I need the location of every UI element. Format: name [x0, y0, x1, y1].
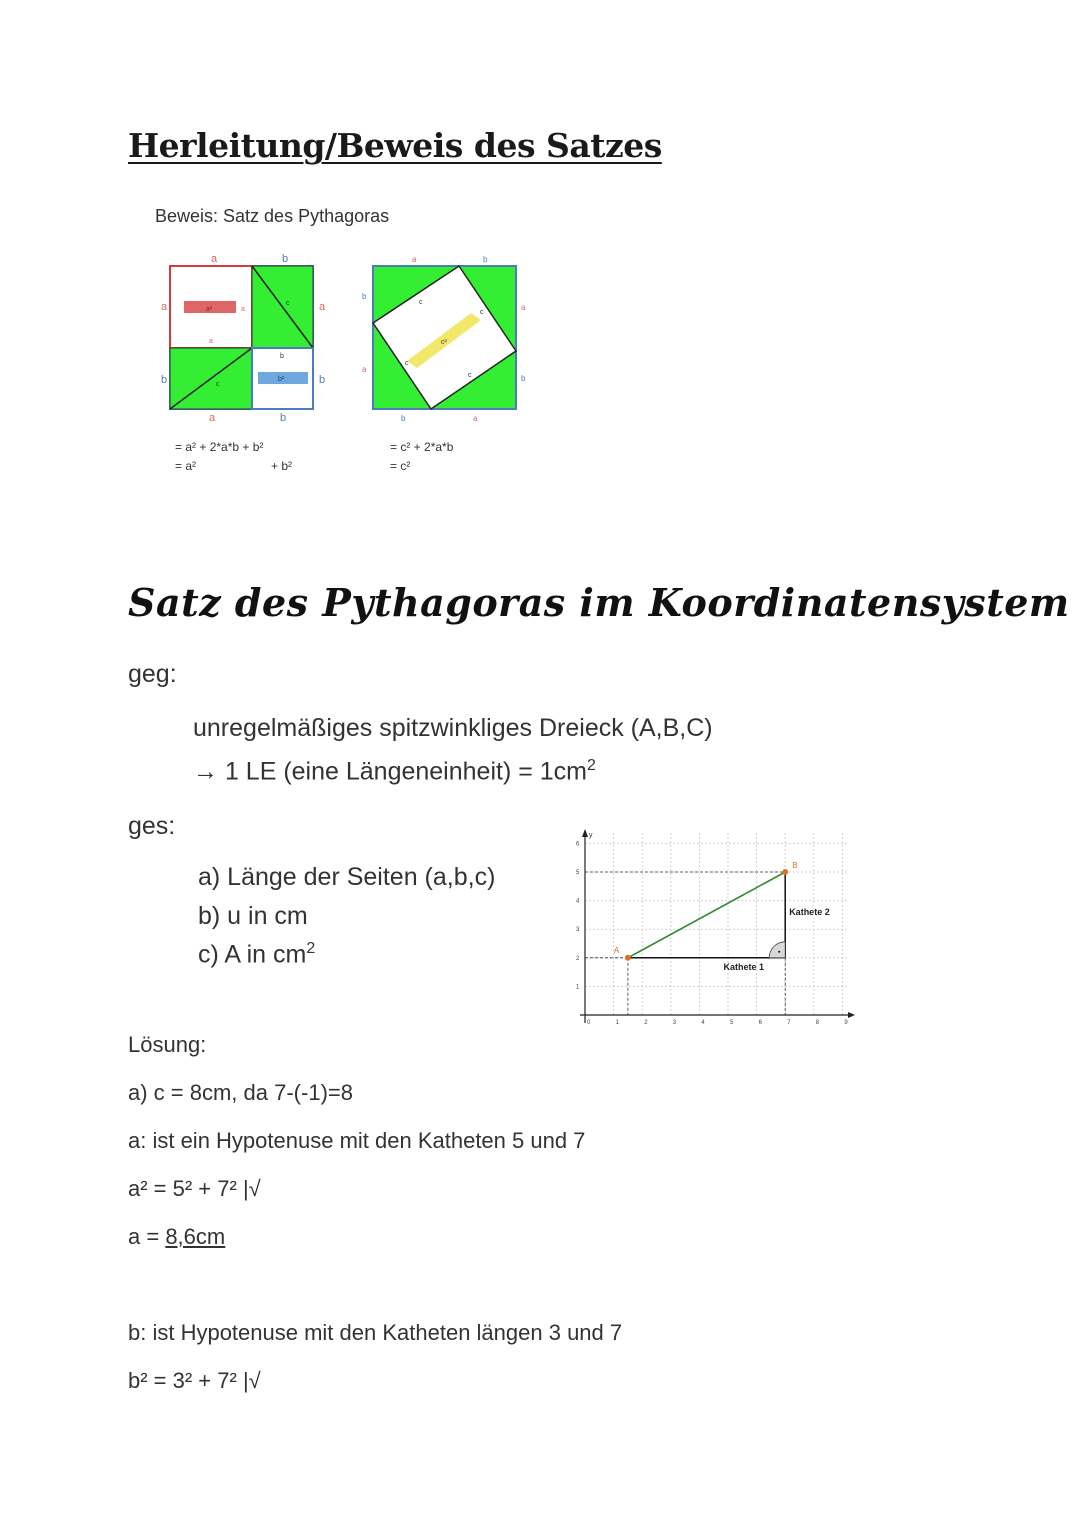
b-squared-label: b² [278, 376, 285, 383]
left-proof-square-figure [150, 250, 340, 430]
bottom-label-a: a [209, 412, 216, 424]
x-tick-label: 3 [672, 1020, 677, 1026]
r-top-label-a: a [412, 255, 417, 264]
r-right-label-b: b [521, 374, 526, 383]
given-line-2: → 1 LE (eine Längeneinheit) = $1cm^2$ [193, 757, 596, 786]
y-tick-labels [576, 841, 580, 990]
left-label-a: a [161, 301, 168, 313]
r-bottom-label-b: b [401, 414, 406, 423]
r-inner-c1: c [419, 299, 423, 306]
kathete-2-label: Kathete 2 [789, 906, 830, 917]
x-tick-label: 8 [815, 1020, 820, 1026]
y-axis-label: y [589, 832, 593, 839]
right-label-b: b [319, 374, 326, 386]
hypotenuse-line [628, 872, 785, 958]
right-proof-square-figure [355, 250, 545, 430]
solution-line-6: b² = 3² + 7² |√ [128, 1368, 261, 1393]
sought-item-a: a) Länge der Seiten (a,b,c) [198, 863, 496, 891]
y-tick-label: 3 [576, 927, 580, 934]
given-line-1: unregelmäßiges spitzwinkliges Dreieck (A,B,C) [193, 714, 713, 742]
point-b-label: B [792, 861, 798, 870]
y-tick-label: 4 [576, 898, 580, 905]
bottom-label-b: b [280, 412, 287, 424]
right-angle-dot [778, 951, 780, 953]
sought-label: ges: [128, 812, 176, 840]
solution-label: Lösung: [128, 1032, 207, 1057]
inner-label-a: a [241, 306, 245, 313]
x-tick-label: 9 [844, 1020, 848, 1026]
r-inner-c4: c [405, 360, 409, 367]
y-axis-arrow [582, 829, 588, 837]
r-inner-c3: c [468, 372, 472, 379]
right-formula-2: = c² [390, 459, 411, 473]
right-label-a: a [319, 301, 326, 313]
left-label-b: b [161, 374, 168, 386]
x-tick-label: 6 [758, 1020, 762, 1026]
r-left-label-b: b [362, 292, 367, 301]
inner-label-b: b [280, 353, 284, 360]
a-squared-label: a² [206, 306, 213, 313]
x-tick-label: 1 [615, 1020, 619, 1026]
point-b [782, 869, 788, 875]
right-formula-1: = c² + 2*a*b [390, 440, 454, 454]
c-squared-label: c² [441, 339, 447, 346]
kathete-1-label: Kathete 1 [723, 961, 765, 972]
graph-grid [585, 833, 848, 1015]
y-tick-label: 6 [576, 841, 580, 848]
solution-line-2: a: ist ein Hypotenuse mit den Katheten 5 und 7 [128, 1128, 586, 1153]
section-heading-coordinates: Satz des Pythagoras im Koordinatensystem [128, 580, 1070, 625]
point-a [625, 955, 631, 961]
solution-result-a: 8,6cm [165, 1224, 226, 1249]
left-formula-2a: = a² [175, 459, 197, 473]
left-formula-2b: + b² [271, 459, 293, 473]
sought-item-b: b) u in cm [198, 902, 308, 930]
r-left-label-a: a [362, 365, 367, 374]
solution-line-3: a² = 5² + 7² |√ [128, 1176, 261, 1201]
point-a-label: A [613, 945, 620, 955]
r-right-label-a: a [521, 303, 526, 312]
right-angle-marker [769, 942, 785, 958]
left-formula-1: = a² + 2*a*b + b² [175, 440, 264, 454]
sought-item-c: c) A in $cm^2$ [198, 940, 316, 969]
y-tick-label: 1 [576, 984, 580, 991]
y-tick-label: 5 [576, 870, 580, 876]
x-axis-arrow [848, 1012, 855, 1018]
solution-line-1: a) c = 8cm, da 7-(-1)=8 [128, 1080, 353, 1105]
x-tick-label: 7 [787, 1020, 791, 1026]
proof-title: Beweis: Satz des Pythagoras [155, 206, 390, 226]
section-heading-proof: Herleitung/Beweis des Satzes [128, 126, 662, 165]
y-tick-label: 2 [576, 955, 580, 962]
coordinate-graph [565, 825, 855, 1030]
top-label-b: b [282, 253, 289, 265]
given-label: geg: [128, 660, 177, 688]
r-top-label-b: b [483, 255, 488, 264]
x-tick-labels [587, 1020, 848, 1026]
x-tick-label: 4 [701, 1020, 705, 1026]
x-tick-label: 2 [644, 1020, 648, 1026]
r-bottom-label-a: a [473, 414, 478, 423]
r-inner-c2: c [480, 309, 484, 316]
top-label-a: a [211, 253, 218, 265]
inner-label-c2: c [216, 381, 220, 388]
solution-line-5: b: ist Hypotenuse mit den Katheten längen 3 und 7 [128, 1320, 623, 1345]
inner-label-c1: c [286, 300, 290, 307]
x-tick-label: 0 [587, 1020, 591, 1026]
inner-label-a2: a [209, 338, 213, 345]
solution-line-4: a = 8,6cm [128, 1224, 226, 1249]
x-tick-label: 5 [730, 1020, 734, 1026]
